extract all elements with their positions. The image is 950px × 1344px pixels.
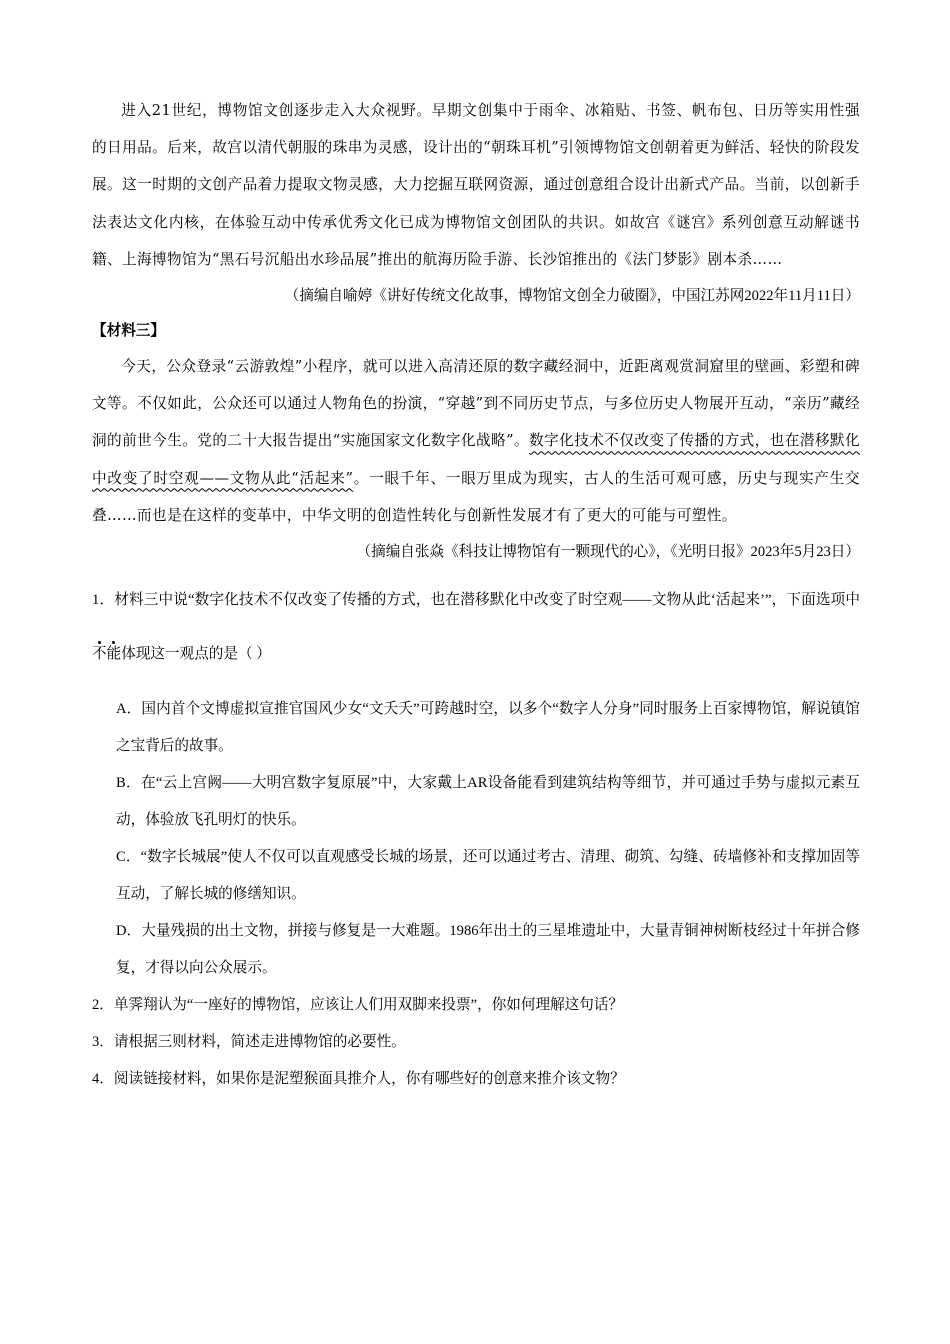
question-1-text-before: 1．材料三中说“数字化技术不仅改变了传播的方式，也在潜移默化中改变了时空观——文物从此‘活起来’”，下面选项中	[92, 592, 860, 609]
document-page	[92, 92, 860, 1098]
question-4: 4．阅读链接材料，如果你是泥塑猴面具推介人，你有哪些好的创意来推介该文物？	[92, 1071, 625, 1088]
option-d: D．大量残损的出土文物，拼接与修复是一大难题。1986年出土的三星堆遗址中，大量青铜神树断枝经过十年拼合修复，才得以向公众展示。	[116, 923, 860, 977]
question-1-stem	[92, 573, 860, 681]
material-two-source: （摘编自喻婷《讲好传统文化故事，博物馆文创全力破圈》，中国江苏网2022年11月11日）	[284, 288, 860, 305]
option-a: A．国内首个文博虚拟宣推官国风少女“文夭夭”可跨越时空，以多个“数字人分身”同时服务上百家博物馆，解说镇馆之宝背后的故事。	[116, 701, 861, 755]
question-3: 3．请根据三则材料，简述走进博物馆的必要性。	[92, 1034, 406, 1051]
question-2: 2．单霁翔认为“一座好的博物馆，应该让人们用双脚来投票”，你如何理解这句话？	[92, 997, 624, 1014]
material-two-paragraph: 进入21世纪，博物馆文创逐步走入大众视野。早期文创集中于雨伞、冰箱贴、书签、帆布包、日历等实用性强的日用品。后来，故宫以清代朝服的珠串为灵感，设计出的“朝珠耳机”引领博物馆文创朝着更为鲜活、轻快的阶段发展。这一时期的文创产品着力提取文物灵感，大力挖掘互联网资源，通过创意组合设计出新式产品。当前，以创新手法表达文化内核，在体验互动中传承优秀文化已成为博物馆文创团队的共识。如故宫《谜宫》系列创意互动解谜书籍、上海博物馆为“黑石号沉船出水珍品展”推出的航海历险手游、长沙馆推出的《法门梦影》剧本杀……	[92, 102, 860, 268]
material-three-text-after: 。一眼千年、一眼万里成为现实，古人的生活可观可感，历史与现实产生交叠……而也是在这样的变革中，中华文明的创造性转化与创新性发展才有了更大的可能与可塑性。	[92, 469, 861, 524]
option-c: C．“数字长城展”使人不仅可以直观感受长城的场景，还可以通过考古、清理、砌筑、勾缝、砖墙修补和支撑加固等互动，了解长城的修缮知识。	[116, 849, 860, 903]
material-three-heading: 【材料三】	[92, 322, 165, 340]
question-1-options	[92, 691, 860, 987]
material-three-paragraph	[92, 348, 860, 534]
wavy-underlined-quote: 数字化技术不仅改变了传播的方式，也在潜移默化中改变了时空观——文物从此“活起来”	[92, 432, 860, 487]
emphasis-char-neng: 能	[106, 646, 122, 663]
material-three-text-before: 今天，公众登录“云游敦煌”小程序，就可以进入高清还原的数字藏经洞中，近距离观赏洞窟里的壁画、彩塑和碑文等。不仅如此，公众还可以通过人物角色的扮演，“穿越”到不同历史节点，与多位历史人物展开互动，“亲历”藏经洞的前世今生。党的二十大报告提出“实施国家文化数字化战略”。	[92, 358, 860, 450]
emphasis-char-bu: 不	[92, 646, 107, 663]
material-three-source: （摘编自张焱《科技让博物馆有一颗现代的心》，《光明日报》2023年5月23日）	[356, 544, 860, 561]
question-1-text-after: 体现这一观点的是（ ）	[121, 646, 271, 663]
option-b: B．在“云上宫阙——大明宫数字复原展”中，大家戴上AR设备能看到建筑结构等细节，并可通过手势与虚拟元素互动，体验放飞孔明灯的快乐。	[116, 775, 860, 829]
